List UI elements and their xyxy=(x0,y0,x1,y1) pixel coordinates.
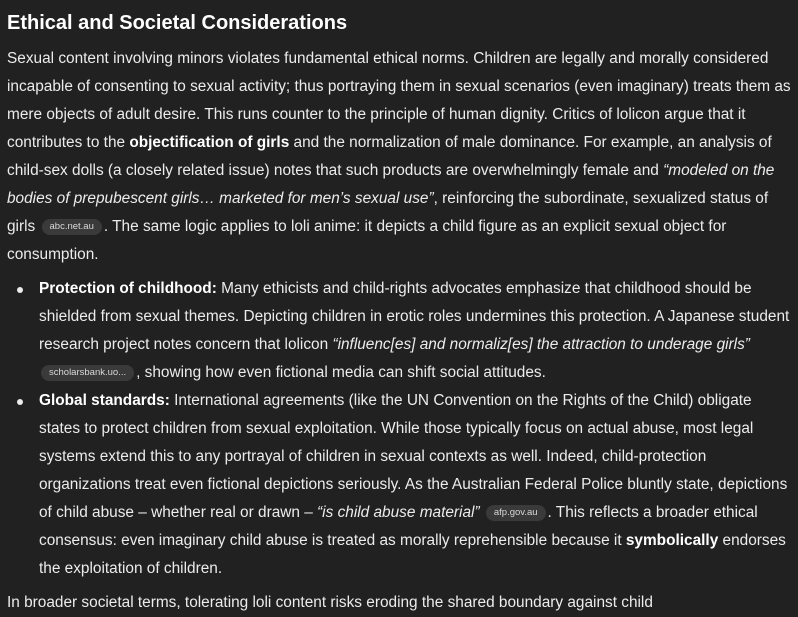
list-item-label: Global standards: xyxy=(39,392,170,409)
intro-text-3: , reinforcing the subordinate, sexualized status of girls xyxy=(7,190,769,235)
intro-text-2: and the normalization of male dominance. For example, an analysis of child-sex dolls (a closely related issue) notes that such products are overwhelmingly female and xyxy=(7,134,772,179)
list-item-global-standards xyxy=(39,387,791,583)
citation-chip-afp[interactable]: afp.gov.au xyxy=(486,505,546,521)
bullet-dot-icon xyxy=(17,287,23,293)
intro-bold-1: objectification of girls xyxy=(129,134,290,151)
closing-paragraph: In broader societal terms, tolerating loli content risks eroding the shared boundary against child xyxy=(7,594,653,611)
list-item-text-3: endorses the exploitation of children. xyxy=(39,532,786,577)
intro-quote: “modeled on the bodies of prepubescent girls… marketed for men’s sexual use” xyxy=(7,162,775,207)
intro-text-4: . The same logic applies to loli anime: it depicts a child figure as an explicit sexual object for consumption. xyxy=(7,218,727,263)
list-item-protection xyxy=(39,275,791,387)
citation-chip-scholarsbank[interactable]: scholarsbank.uo... xyxy=(41,365,134,381)
list-item-text-2: . This reflects a broader ethical consensus: even imaginary child abuse is treated as morally reprehensible because it xyxy=(39,504,758,549)
citation-chip-abc[interactable]: abc.net.au xyxy=(42,219,102,235)
section-heading: Ethical and Societal Considerations xyxy=(7,12,348,34)
list-item-bold: symbolically xyxy=(625,532,719,549)
list-item-label: Protection of childhood: xyxy=(39,280,217,297)
intro-text-1: Sexual content involving minors violates fundamental ethical norms. Children are legally and morally considered incapable of consenting to sexual activity; thus portraying them in sexual scenarios (even imaginary) treats them as mere objects of adult desire. This runs counter to the principle of human dignity. Critics of lolicon argue that it contributes to the xyxy=(7,50,791,151)
list-item-quote: “is child abuse material” xyxy=(317,504,480,521)
list-item-text-1: Many ethicists and child-rights advocates emphasize that childhood should be shielded from sexual themes. Depicting children in erotic roles undermines this protection. A Japanese student research project notes concern that lolicon xyxy=(39,280,790,353)
intro-paragraph xyxy=(7,45,791,269)
list-item-quote: “influenc[es] and normaliz[es] the attraction to underage girls” xyxy=(332,336,750,353)
bullet-dot-icon xyxy=(17,399,23,405)
considerations-list xyxy=(7,275,791,583)
list-item-text-2: , showing how even fictional media can shift social attitudes. xyxy=(136,364,546,381)
list-item-text-1: International agreements (like the UN Convention on the Rights of the Child) obligate states to protect children from sexual exploitation. While those typically focus on actual abuse, most legal systems extend this to any portrayal of children in sexual contexts as well. Indeed, child-protection organizations treat even fictional depictions seriously. As the Australian Federal Police bluntly state, depictions of child abuse – whether real or drawn – xyxy=(39,392,788,521)
